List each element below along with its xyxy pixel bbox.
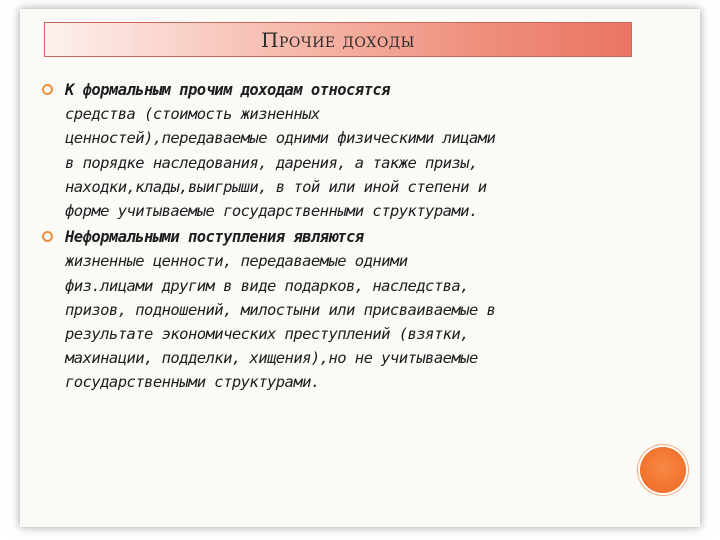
list-item [40, 225, 610, 394]
item-body: средства (стоимость жизненных ценностей),передаваемые одними физическими лицами в порядке наследования, дарения, а также призы, находки,клады,выигрыши, в той или иной степени и форме учитываемые государственными структурами. [65, 105, 496, 221]
item-text [65, 78, 610, 223]
item-lead: Неформальными поступления являются [65, 228, 364, 247]
item-text [65, 225, 610, 394]
item-body: жизненные ценности, передаваемые одними физ.лицами другим в виде подарков, наследства, призов, подношений, милостыни или присваиваемые в результате экономических преступлений (взятки, махинации, подделки, хищения),но не учитываемые государственными структурами. [65, 252, 496, 392]
list-item [40, 78, 610, 223]
ring-bullet-icon [42, 231, 53, 242]
decorative-circle-icon [640, 447, 686, 493]
content-list [40, 78, 610, 397]
ring-bullet-icon [42, 84, 53, 95]
slide-title: Прочие доходы [261, 27, 415, 52]
item-lead: К формальным прочим доходам относятся [65, 81, 390, 99]
